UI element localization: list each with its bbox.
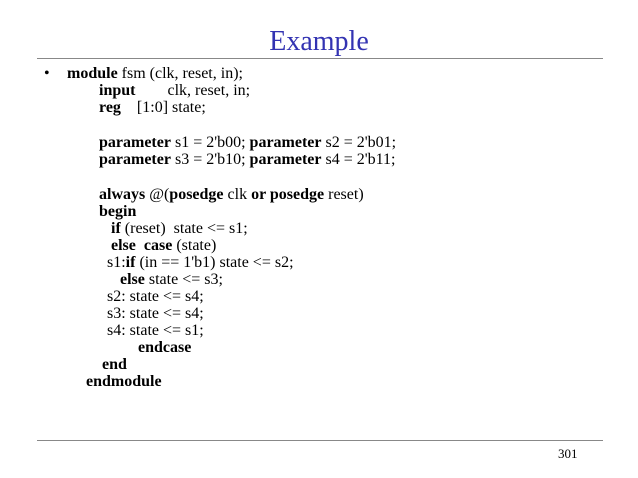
keyword: parameter	[249, 134, 322, 151]
code-text: s2: state <= s4;	[107, 288, 204, 305]
bullet-marker: •	[44, 65, 50, 82]
code-line-begin	[99, 203, 136, 220]
code-line-s1	[107, 254, 294, 271]
code-line-s3	[107, 305, 204, 322]
page-number: 301	[558, 446, 578, 461]
keyword: module	[67, 65, 118, 82]
footer-divider	[37, 440, 603, 441]
code-text: @(	[145, 186, 170, 203]
keyword: or posedge	[251, 186, 325, 203]
code-line-end	[102, 356, 127, 373]
keyword: endcase	[138, 339, 192, 356]
code-line-input	[99, 82, 250, 99]
code-text: s1:	[107, 254, 126, 271]
keyword: parameter	[99, 151, 171, 168]
code-line-else-case	[111, 237, 216, 254]
keyword: posedge	[169, 186, 224, 203]
code-text: (reset) state <= s1;	[120, 220, 248, 237]
code-text: (state)	[172, 237, 217, 254]
code-line-else-s3	[120, 271, 223, 288]
code-text: [1:0] state;	[120, 99, 206, 116]
code-line-s4	[107, 322, 204, 339]
code-text: clk, reset, in;	[135, 82, 251, 99]
code-text: s1 = 2'b00;	[170, 134, 250, 151]
keyword: always	[99, 186, 146, 203]
code-line-endmodule	[86, 373, 162, 390]
code-text: clk	[223, 186, 252, 203]
code-text: state <= s3;	[144, 271, 223, 288]
code-text: s2 = 2'b01;	[321, 134, 397, 151]
keyword: parameter	[99, 134, 171, 151]
keyword: end	[102, 356, 127, 373]
slide-title: Example	[269, 26, 369, 57]
code-text: reset)	[324, 186, 364, 203]
code-line-s2	[107, 288, 204, 305]
code-text: fsm (clk, reset, in);	[117, 65, 243, 82]
keyword: reg	[99, 99, 121, 116]
code-text: s4 = 2'b11;	[321, 151, 396, 168]
code-line-parameter-2	[99, 151, 396, 168]
keyword: parameter	[249, 151, 322, 168]
keyword: endmodule	[86, 373, 162, 390]
code-line-if-reset	[111, 220, 248, 237]
code-text: s4: state <= s1;	[107, 322, 204, 339]
code-line-parameter-1	[99, 134, 396, 151]
code-line-always	[99, 186, 364, 203]
keyword: begin	[99, 203, 137, 220]
keyword: input	[99, 82, 136, 99]
keyword: else case	[111, 237, 173, 254]
code-text: s3: state <= s4;	[107, 305, 204, 322]
code-text: s3 = 2'b10;	[170, 151, 250, 168]
code-text: (in == 1'b1) state <= s2;	[135, 254, 294, 271]
code-line-endcase	[138, 339, 191, 356]
keyword: else	[120, 271, 145, 288]
code-line-reg	[99, 99, 206, 116]
keyword: if	[125, 254, 136, 271]
title-divider	[37, 58, 603, 59]
keyword: if	[111, 220, 121, 237]
code-line-module	[67, 65, 243, 82]
